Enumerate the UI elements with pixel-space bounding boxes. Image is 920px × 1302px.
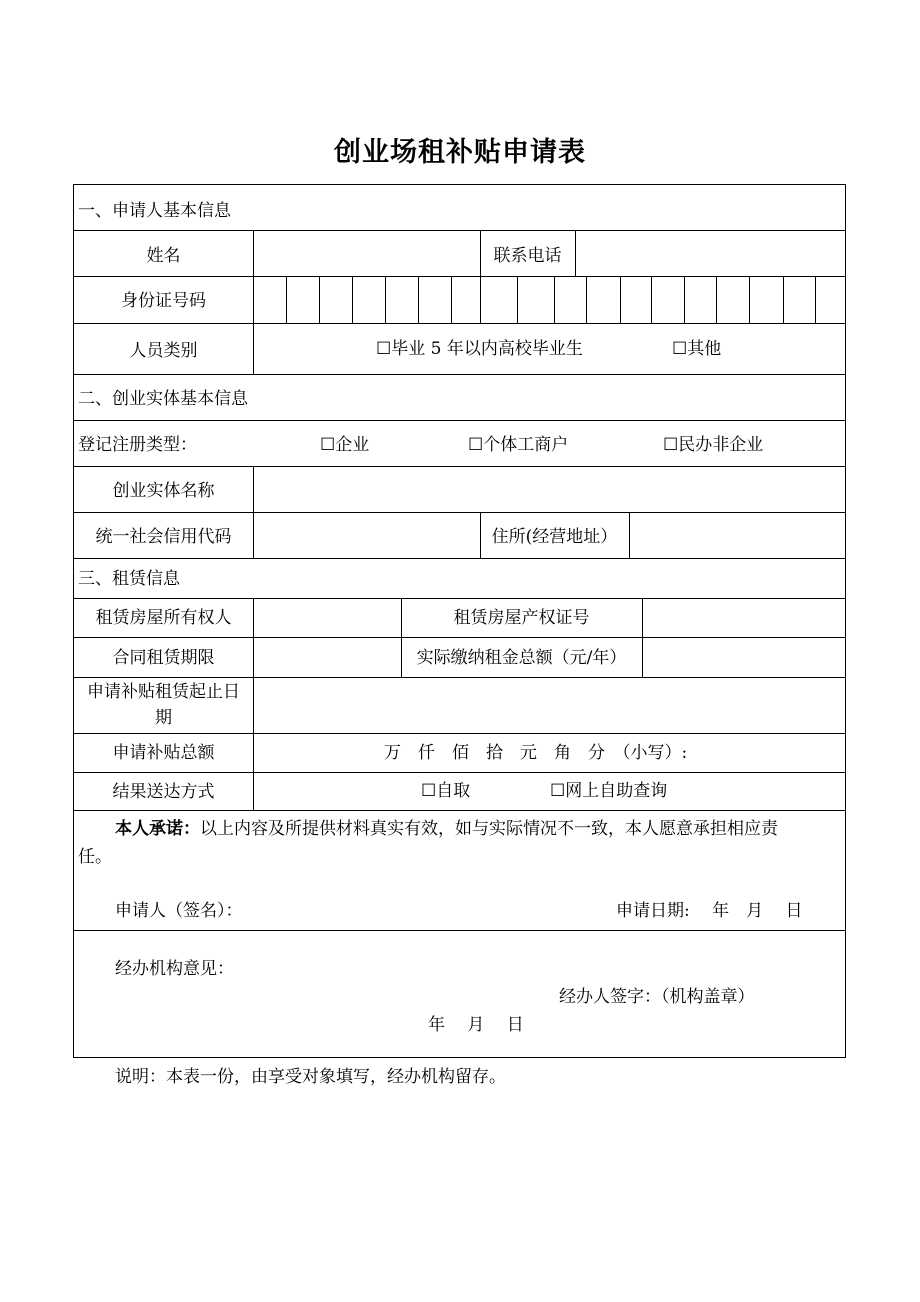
applicant-signature-label: 申请人（签名）： <box>115 901 243 921</box>
credit-code-field[interactable] <box>254 513 480 558</box>
entity-name-field[interactable] <box>254 467 845 512</box>
subsidy-amount-units[interactable]: 万 仟 佰 拾 元 角 分 （小写）: <box>384 743 688 763</box>
lease-term-label: 合同租赁期限 <box>112 648 215 668</box>
promise-text <box>115 819 778 839</box>
rent-total-field[interactable] <box>643 638 845 677</box>
address-label: 住所(经营地址） <box>491 527 618 547</box>
rent-total-label: 实际缴纳租金总额（元/年） <box>416 648 627 668</box>
promise-text-line1: 以上内容及所提供材料真实有效，如与实际情况不一致，本人愿意承担相应责 <box>200 819 778 839</box>
property-cert-field[interactable] <box>643 599 845 637</box>
address-field[interactable] <box>630 513 845 558</box>
subsidy-total-label: 申请补贴总额 <box>112 743 215 763</box>
owner-label: 租赁房屋所有权人 <box>95 608 232 628</box>
delivery-label: 结果送达方式 <box>112 782 215 802</box>
promise-text-line2: 任。 <box>78 847 112 867</box>
footnote: 说明：本表一份，由享受对象填写，经办机构留存。 <box>115 1067 506 1087</box>
form-title: 创业场租补贴申请表 <box>334 137 586 168</box>
name-field[interactable] <box>254 231 480 276</box>
section-header: 二、创业实体基本信息 <box>78 389 248 409</box>
subsidy-period-label-cont: 期 <box>155 708 172 728</box>
subsidy-period-field[interactable] <box>254 678 845 733</box>
reg-type-label: 登记注册类型： <box>78 435 197 455</box>
category-label: 人员类别 <box>129 341 198 361</box>
agency-date-label: 年 月 日 <box>428 1015 524 1035</box>
subsidy-period-label: 申请补贴租赁起止日 <box>87 682 240 702</box>
reg-option-individual[interactable]: ☐个体工商户 <box>468 435 569 455</box>
id-number-label: 身份证号码 <box>121 291 206 311</box>
category-option-other[interactable]: ☐其他 <box>672 339 722 359</box>
phone-label: 联系电话 <box>493 246 562 266</box>
application-form <box>73 184 846 1058</box>
reg-option-nonprofit[interactable]: ☐民办非企业 <box>663 435 764 455</box>
name-label: 姓名 <box>146 246 181 266</box>
section-header: 三、租赁信息 <box>78 569 180 589</box>
delivery-option-online[interactable]: ☐网上自助查询 <box>550 781 668 801</box>
apply-date-label: 申请日期: 年 月 日 <box>616 901 803 921</box>
property-cert-label: 租赁房屋产权证号 <box>453 608 590 628</box>
entity-name-label: 创业实体名称 <box>112 481 215 501</box>
category-option-graduate[interactable]: ☐毕业 5 年以内高校毕业生 <box>376 339 583 359</box>
delivery-option-pickup[interactable]: ☐自取 <box>421 781 471 801</box>
id-number-boxes[interactable] <box>254 277 845 323</box>
owner-field[interactable] <box>254 599 401 637</box>
handler-signature-label: 经办人签字：（机构盖章） <box>559 987 755 1007</box>
agency-opinion-label: 经办机构意见： <box>115 959 234 979</box>
section-header: 一、申请人基本信息 <box>78 201 231 221</box>
phone-field[interactable] <box>576 231 845 276</box>
credit-code-label: 统一社会信用代码 <box>95 527 232 547</box>
lease-term-field[interactable] <box>254 638 401 677</box>
reg-option-enterprise[interactable]: ☐企业 <box>320 435 370 455</box>
promise-bold: 本人承诺： <box>115 819 200 839</box>
